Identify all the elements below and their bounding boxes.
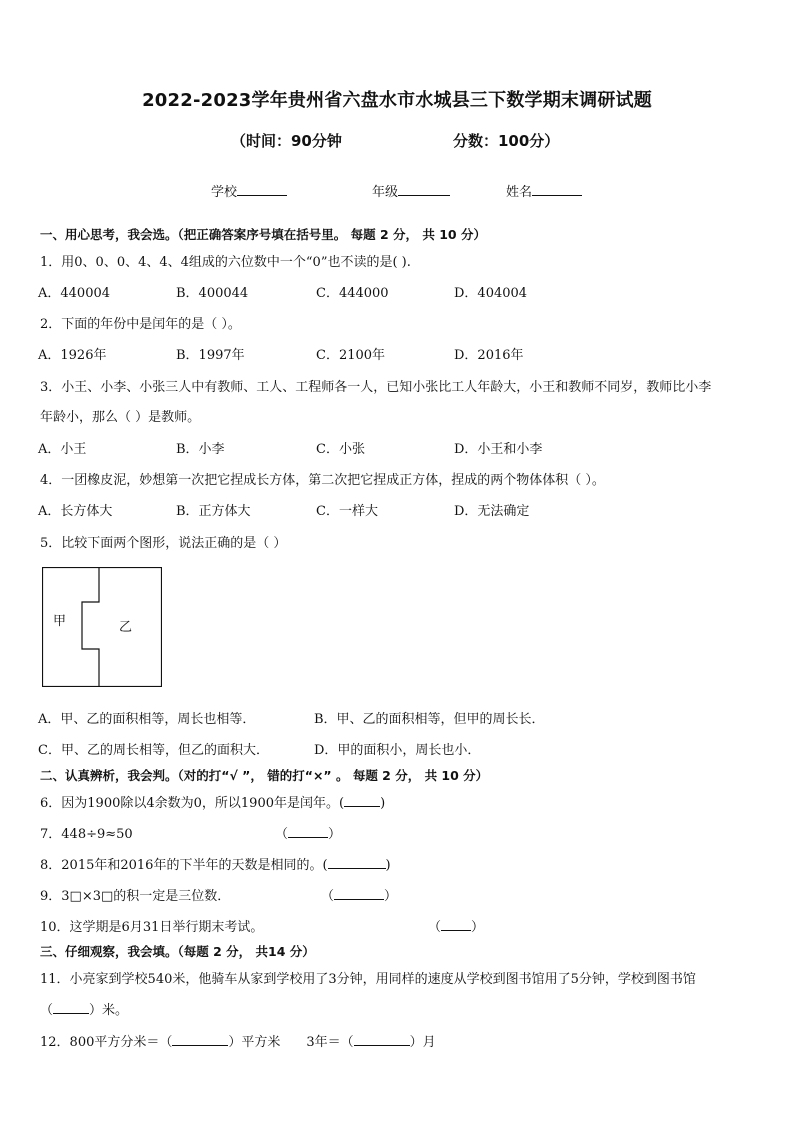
q12-answer-blank-2[interactable] [354,1031,410,1046]
question-11-line-2 [40,999,128,1018]
q9-paren-close: ） [384,889,398,904]
q11-paren-open: （ [40,1003,54,1018]
q4-option-b[interactable]: B．正方体大 [176,504,251,519]
q9-answer-blank[interactable] [334,885,384,900]
q3-option-c[interactable]: C．小张 [316,442,365,457]
question-12 [40,1031,436,1050]
exam-score: 分数：100分） [453,132,560,150]
q3-option-b[interactable]: B．小李 [176,442,225,457]
section-1-heading: 一、用心思考，我会选。（把正确答案序号填在括号里。 每题 2 分， 共 10 分） [40,227,486,242]
q7-answer-blank[interactable] [288,823,328,838]
q5-option-b[interactable]: B．甲、乙的面积相等，但甲的周长长． [314,712,545,727]
question-9 [40,885,230,904]
q5-option-a[interactable]: A．甲、乙的面积相等，周长也相等． [38,712,256,727]
q2-option-b[interactable]: B．1997年 [176,348,245,363]
q8-text: 8．2015年和2016年的下半年的天数是相同的。( [40,858,328,873]
q12-part-a: 12．800平方分米＝（ [40,1035,173,1050]
question-1: 1．用0、0、0、4、4、4组成的六位数中一个“0”也不读的是( ). [40,255,411,270]
shape-yi-label: 乙 [119,620,133,635]
q3-option-d[interactable]: D．小王和小李 [454,442,543,457]
grade-field [372,181,450,200]
question-5: 5．比较下面两个图形，说法正确的是（ ） [40,536,287,551]
q11-answer-blank[interactable] [53,999,89,1014]
q7-answer [275,823,341,842]
question-2: 2．下面的年份中是闰年的是（ ）。 [40,317,241,332]
q4-option-a[interactable]: A．长方体大 [38,504,113,519]
q2-option-a[interactable]: A．1926年 [38,348,107,363]
section-3-heading: 三、仔细观察，我会填。（每题 2 分， 共14 分） [40,944,315,959]
question-11-line-1: 11．小亮家到学校540米，他骑车从家到学校用了3分钟，用同样的速度从学校到图书馆用了5分钟，学校到图书馆 [40,972,696,987]
q9-text: 9．3□×3□的积一定是三位数． [40,889,231,904]
question-6 [40,792,385,811]
q5-option-c[interactable]: C．甲、乙的周长相等，但乙的面积大． [38,743,269,758]
q5-option-d[interactable]: D．甲的面积小，周长也小． [314,743,481,758]
q11-unit: 米。 [102,1003,129,1018]
q2-option-c[interactable]: C．2100年 [316,348,386,363]
q7-paren-close: ） [328,827,342,842]
question-8 [40,854,391,873]
q12-part-c: 3年＝（ [306,1035,354,1050]
q2-option-d[interactable]: D．2016年 [454,348,524,363]
name-label: 姓名 [506,185,533,200]
q10-text: 10．这学期是6月31日举行期末考试。 [40,920,264,935]
q1-option-d[interactable]: D．404004 [454,286,528,301]
question-3-line-1: 3．小王、小李、小张三人中有教师、工人、工程师各一人，已知小张比工人年龄大，小王和教师不同岁，教师比小李 [40,380,712,395]
q9-answer [321,885,397,904]
grade-blank[interactable] [398,181,450,196]
q1-option-a[interactable]: A．440004 [38,286,111,301]
q3-option-a[interactable]: A．小王 [38,442,87,457]
q12-answer-blank-1[interactable] [172,1031,228,1046]
q7-paren-open: （ [275,827,289,842]
q12-part-b: ）平方米 [228,1035,281,1050]
question-3-line-2: 年龄小，那么（ ）是教师。 [40,410,201,425]
school-field [211,181,287,200]
q6-text: 6．因为1900除以4余数为0，所以1900年是闰年。( [40,796,345,811]
q10-answer [428,916,484,935]
q6-answer-blank[interactable] [344,792,380,807]
q8-paren-close: ) [385,858,391,873]
question-10 [40,916,263,935]
q4-option-c[interactable]: C．一样大 [316,504,378,519]
q5-shape-figure [42,567,162,687]
q10-paren-close: ） [471,920,485,935]
school-blank[interactable] [237,181,287,196]
exam-time: （时间：90分钟 [231,132,342,150]
q10-paren-open: （ [428,920,442,935]
page-title: 2022-2023学年贵州省六盘水市水城县三下数学期末调研试题 [142,90,652,111]
q8-answer-blank[interactable] [328,854,386,869]
shape-jia-label: 甲 [53,614,67,629]
q6-paren-close: ) [380,796,386,811]
grade-label: 年级 [372,185,399,200]
section-2-heading: 二、认真辨析，我会判。（对的打“√ ”， 错的打“×” 。 每题 2 分， 共 10 分） [40,768,489,783]
q12-part-d: ）月 [409,1035,436,1050]
question-7 [40,823,133,842]
question-4: 4．一团橡皮泥，妙想第一次把它捏成长方体，第二次把它捏成正方体，捏成的两个物体体积（ ）。 [40,473,605,488]
name-blank[interactable] [532,181,582,196]
name-field [506,181,582,200]
q11-paren-close: ） [89,1003,103,1018]
q4-option-d[interactable]: D．无法确定 [454,504,530,519]
q1-option-c[interactable]: C．444000 [316,286,389,301]
q7-text: 7．448÷9≈50 [40,827,133,842]
school-label: 学校 [211,185,238,200]
q9-paren-open: （ [321,889,335,904]
q10-answer-blank[interactable] [441,916,471,931]
q1-option-b[interactable]: B．400044 [176,286,249,301]
